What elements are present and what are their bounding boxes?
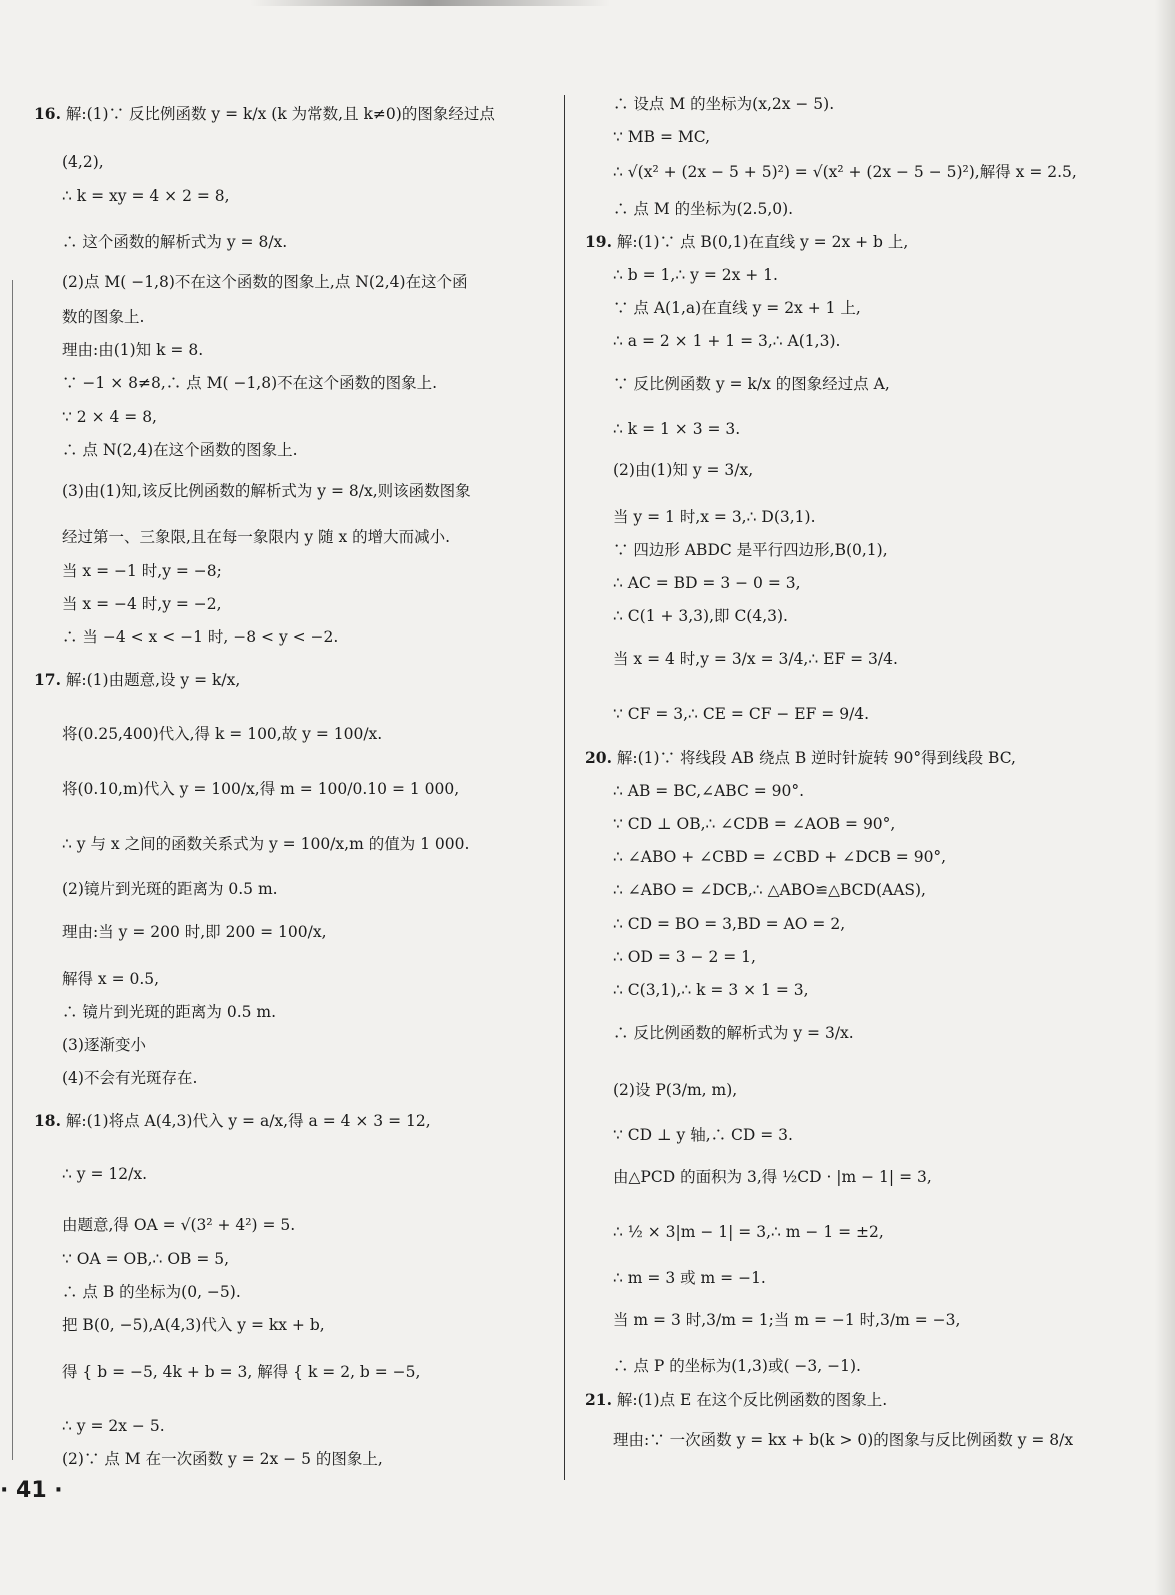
line-text: ∵ 2 × 4 = 8,: [62, 408, 157, 426]
solution-line: [34, 1315, 325, 1335]
line-text: 解:(1)由题意,设 y = k/x,: [60, 671, 241, 689]
line-text: ∴ y = 12/x.: [62, 1165, 148, 1183]
solution-line: [34, 594, 222, 614]
scan-shadow: [250, 0, 610, 6]
solution-line: [34, 186, 230, 206]
solution-line: [34, 969, 159, 989]
solution-line: [585, 1125, 793, 1145]
solution-line: [585, 127, 710, 147]
solution-line: [585, 704, 869, 724]
solution-line: [34, 1215, 295, 1235]
solution-line: [34, 272, 468, 292]
solution-line: [585, 748, 1016, 768]
line-text: ∴ 反比例函数的解析式为 y = 3/x.: [613, 1024, 854, 1042]
line-text: ∴ √(x² + (2x − 5 + 5)²) = √(x² + (2x − 5 − 5)²),解得 x = 2.5,: [613, 163, 1077, 181]
line-text: ∴ b = 1,∴ y = 2x + 1.: [613, 266, 778, 284]
solution-line: [34, 104, 495, 124]
line-text: 数的图象上.: [62, 308, 145, 326]
solution-line: [585, 1023, 854, 1043]
solution-line: [34, 1416, 165, 1436]
line-text: 得 { b = −5, 4k + b = 3, 解得 { k = 2, b = −5,: [62, 1363, 421, 1381]
line-text: ∵ MB = MC,: [613, 128, 710, 146]
line-text: ∵ 点 A(1,a)在直线 y = 2x + 1 上,: [613, 299, 861, 317]
solution-line: [585, 914, 845, 934]
solution-line: [585, 1390, 887, 1410]
column-divider: [564, 95, 565, 1480]
line-text: 当 m = 3 时,3/m = 1;当 m = −1 时,3/m = −3,: [613, 1311, 961, 1329]
solution-line: [34, 152, 104, 172]
solution-line: [34, 232, 287, 252]
solution-line: [34, 307, 144, 327]
line-text: 当 x = 4 时,y = 3/x = 3/4,∴ EF = 3/4.: [613, 650, 898, 668]
solution-line: [34, 527, 450, 547]
solution-line: [585, 1356, 861, 1376]
solution-line: [585, 781, 804, 801]
solution-line: [34, 1449, 383, 1469]
solution-line: [585, 1222, 884, 1242]
solution-line: [585, 1080, 737, 1100]
solution-line: [585, 847, 946, 867]
solution-line: [585, 649, 898, 669]
solution-line: [585, 573, 801, 593]
line-text: ∴ 当 −4 < x < −1 时, −8 < y < −2.: [62, 628, 339, 646]
solution-line: [34, 1111, 431, 1131]
problem-number: 16.: [34, 104, 61, 123]
line-text: 理由:当 y = 200 时,即 200 = 100/x,: [62, 923, 327, 941]
solution-line: [585, 162, 1077, 182]
line-text: 由△PCD 的面积为 3,得 ½CD · |m − 1| = 3,: [613, 1168, 932, 1186]
solution-line: [34, 440, 298, 460]
solution-line: [34, 340, 203, 360]
problem-number: 17.: [34, 670, 61, 689]
line-text: 理由:∵ 一次函数 y = kx + b(k > 0)的图象与反比例函数 y = 8/x: [613, 1431, 1074, 1449]
line-text: 解:(1)将点 A(4,3)代入 y = a/x,得 a = 4 × 3 = 12,: [60, 1112, 431, 1130]
line-text: ∴ 点 B 的坐标为(0, −5).: [62, 1283, 241, 1301]
line-text: 由题意,得 OA = √(3² + 4²) = 5.: [62, 1216, 296, 1234]
solution-line: [585, 880, 926, 900]
line-text: ∴ CD = BO = 3,BD = AO = 2,: [613, 915, 846, 933]
solution-line: [585, 232, 908, 252]
line-text: (3)由(1)知,该反比例函数的解析式为 y = 8/x,则该函数图象: [62, 482, 471, 500]
solution-line: [34, 561, 222, 581]
solution-line: [585, 1268, 766, 1288]
problem-number: 18.: [34, 1111, 61, 1130]
solution-line: [585, 1167, 932, 1187]
solution-line: [34, 1002, 276, 1022]
line-text: (3)逐渐变小: [62, 1036, 146, 1054]
line-text: (2)∵ 点 M 在一次函数 y = 2x − 5 的图象上,: [62, 1450, 383, 1468]
line-text: ∵ CD ⊥ OB,∴ ∠CDB = ∠AOB = 90°,: [613, 815, 896, 833]
line-text: 解:(1)∵ 点 B(0,1)在直线 y = 2x + b 上,: [611, 233, 909, 251]
line-text: ∵ OA = OB,∴ OB = 5,: [62, 1250, 230, 1268]
solution-line: [585, 419, 740, 439]
solution-line: [585, 606, 788, 626]
line-text: ∵ 四边形 ABDC 是平行四边形,B(0,1),: [613, 541, 888, 559]
line-text: ∴ C(3,1),∴ k = 3 × 1 = 3,: [613, 981, 809, 999]
line-text: ∴ OD = 3 − 2 = 1,: [613, 948, 756, 966]
line-text: 解:(1)∵ 将线段 AB 绕点 B 逆时针旋转 90°得到线段 BC,: [611, 749, 1016, 767]
solution-line: [34, 670, 240, 690]
solution-line: [34, 481, 471, 501]
solution-line: [34, 627, 338, 647]
line-text: ∴ m = 3 或 m = −1.: [613, 1269, 766, 1287]
binding-line: [12, 280, 13, 1460]
line-text: ∵ CF = 3,∴ CE = CF − EF = 9/4.: [613, 705, 870, 723]
line-text: (2)由(1)知 y = 3/x,: [613, 461, 754, 479]
solution-line: [585, 980, 809, 1000]
solution-line: [585, 1430, 1073, 1450]
line-text: (2)设 P(3/m, m),: [613, 1081, 738, 1099]
solution-line: [585, 507, 816, 527]
line-text: ∵ 反比例函数 y = k/x 的图象经过点 A,: [613, 375, 890, 393]
line-text: ∴ k = 1 × 3 = 3.: [613, 420, 741, 438]
solution-line: [34, 1068, 197, 1088]
line-text: 解得 x = 0.5,: [62, 970, 160, 988]
line-text: ∴ 这个函数的解析式为 y = 8/x.: [62, 233, 288, 251]
problem-number: 20.: [585, 748, 612, 767]
line-text: ∴ 点 N(2,4)在这个函数的图象上.: [62, 441, 298, 459]
line-text: 理由:由(1)知 k = 8.: [62, 341, 204, 359]
line-text: ∴ ½ × 3|m − 1| = 3,∴ m − 1 = ±2,: [613, 1223, 884, 1241]
line-text: ∴ ∠ABO + ∠CBD = ∠CBD + ∠DCB = 90°,: [613, 848, 947, 866]
line-text: 当 x = −4 时,y = −2,: [62, 595, 222, 613]
line-text: ∵ CD ⊥ y 轴,∴ CD = 3.: [613, 1126, 793, 1144]
line-text: ∴ 点 M 的坐标为(2.5,0).: [613, 200, 794, 218]
solution-line: [34, 724, 382, 744]
solution-line: [34, 1249, 229, 1269]
solution-line: [34, 1282, 241, 1302]
line-text: ∴ AC = BD = 3 − 0 = 3,: [613, 574, 801, 592]
line-text: ∴ 设点 M 的坐标为(x,2x − 5).: [613, 95, 835, 113]
line-text: (4)不会有光斑存在.: [62, 1069, 198, 1087]
solution-line: [585, 199, 793, 219]
page-number: · 41 ·: [0, 1478, 63, 1503]
solution-line: [34, 922, 327, 942]
line-text: ∵ −1 × 8≠8,∴ 点 M( −1,8)不在这个函数的图象上.: [62, 374, 438, 392]
line-text: ∴ k = xy = 4 × 2 = 8,: [62, 187, 230, 205]
solution-line: [585, 298, 861, 318]
line-text: 解:(1)点 E 在这个反比例函数的图象上.: [611, 1391, 888, 1409]
line-text: 当 x = −1 时,y = −8;: [62, 562, 222, 580]
line-text: 解:(1)∵ 反比例函数 y = k/x (k 为常数,且 k≠0)的图象经过点: [60, 105, 495, 123]
line-text: (2)点 M( −1,8)不在这个函数的图象上,点 N(2,4)在这个函: [62, 273, 468, 291]
solution-line: [585, 374, 890, 394]
solution-line: [585, 460, 753, 480]
solution-line: [585, 1310, 960, 1330]
problem-number: 19.: [585, 232, 612, 251]
solution-line: [34, 779, 459, 799]
solution-line: [34, 373, 437, 393]
line-text: ∴ AB = BC,∠ABC = 90°.: [613, 782, 805, 800]
line-text: ∴ y = 2x − 5.: [62, 1417, 165, 1435]
solution-line: [585, 947, 756, 967]
line-text: ∴ C(1 + 3,3),即 C(4,3).: [613, 607, 788, 625]
solution-line: [34, 879, 278, 899]
line-text: (4,2),: [62, 153, 104, 171]
solution-line: [34, 1362, 420, 1382]
line-text: 当 y = 1 时,x = 3,∴ D(3,1).: [613, 508, 816, 526]
page-edge: [1155, 0, 1175, 1595]
line-text: (2)镜片到光斑的距离为 0.5 m.: [62, 880, 278, 898]
line-text: 将(0.10,m)代入 y = 100/x,得 m = 100/0.10 = 1 000,: [62, 780, 460, 798]
solution-line: [585, 265, 778, 285]
line-text: ∴ 镜片到光斑的距离为 0.5 m.: [62, 1003, 277, 1021]
solution-line: [585, 331, 840, 351]
line-text: ∴ a = 2 × 1 + 1 = 3,∴ A(1,3).: [613, 332, 841, 350]
line-text: ∴ 点 P 的坐标为(1,3)或( −3, −1).: [613, 1357, 861, 1375]
line-text: ∴ y 与 x 之间的函数关系式为 y = 100/x,m 的值为 1 000.: [62, 835, 470, 853]
line-text: 经过第一、三象限,且在每一象限内 y 随 x 的增大而减小.: [62, 528, 451, 546]
solution-line: [585, 540, 888, 560]
solution-line: [34, 834, 469, 854]
solution-line: [34, 407, 157, 427]
solution-line: [585, 814, 895, 834]
solution-line: [34, 1164, 147, 1184]
line-text: 把 B(0, −5),A(4,3)代入 y = kx + b,: [62, 1316, 325, 1334]
problem-number: 21.: [585, 1390, 612, 1409]
solution-line: [585, 94, 834, 114]
line-text: ∴ ∠ABO = ∠DCB,∴ △ABO≌△BCD(AAS),: [613, 881, 926, 899]
line-text: 将(0.25,400)代入,得 k = 100,故 y = 100/x.: [62, 725, 383, 743]
solution-line: [34, 1035, 146, 1055]
